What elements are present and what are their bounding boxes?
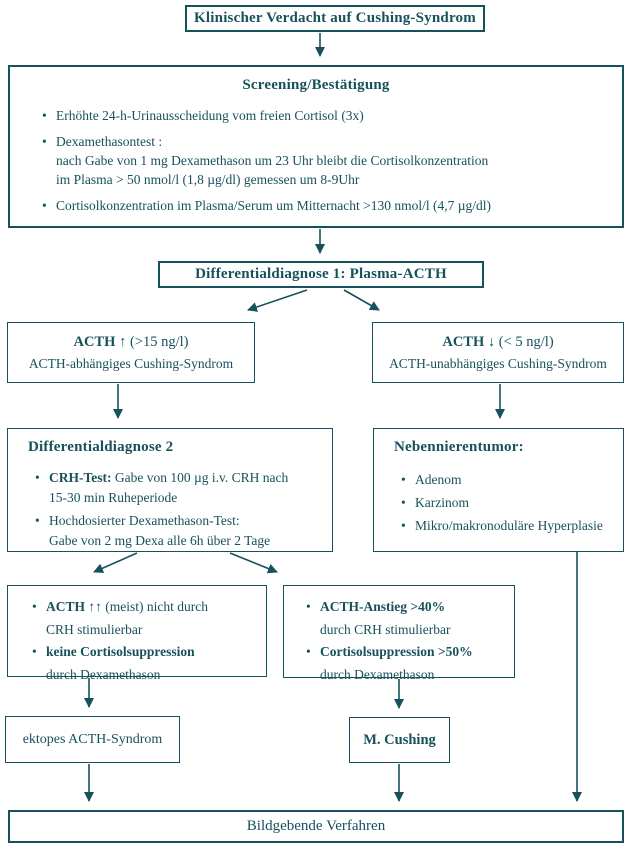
adrenal-tumor-list <box>394 468 619 537</box>
arrow-dd2-to-ectopic-criteria <box>94 553 137 572</box>
ectopic-acth-syndrome-label: ektopes ACTH-Syndrom <box>22 731 163 747</box>
acth-low-line1: ACTH ↓ (< 5 ng/l) <box>442 333 554 350</box>
ectopic-criteria-bullet-1: • ACTH ↑↑ (meist) nicht durch CRH stimulierbar <box>46 596 262 641</box>
acth-high-line2: ACTH-abhängiges Cushing-Syndrom <box>28 355 234 371</box>
box-imaging-procedures <box>8 810 624 843</box>
m-cushing-label: M. Cushing <box>363 731 436 748</box>
box-differential-diagnosis-2 <box>7 428 333 552</box>
box-differential-diagnosis-1 <box>158 261 484 288</box>
adrenal-tumor-title: Nebennierentumor: <box>394 439 524 455</box>
arrow-dd1-to-acth-low <box>344 290 379 310</box>
ectopic-criteria-list <box>46 596 262 686</box>
cushing-criteria-bullet-1: • ACTH-Anstieg >40% durch CRH stimulierbar <box>320 596 510 641</box>
dd2-title: Differentialdiagnose 2 <box>28 439 174 455</box>
screening-bullet-2: • Dexamethasontest : nach Gabe von 1 mg Dexamethason um 23 Uhr bleibt die Cortisolkonzentration im Plasma > 50 nmol/l (1,8 µg/dl) gemessen um 8-9Uhr <box>56 132 622 189</box>
box-ectopic-acth-syndrome <box>5 716 180 763</box>
adrenal-item-hyperplasie: • Mikro/makronoduläre Hyperplasie <box>415 514 619 537</box>
dd1-title: Differentialdiagnose 1: Plasma-ACTH <box>195 266 447 282</box>
box-m-cushing <box>349 717 450 763</box>
adrenal-item-karzinom: • Karzinom <box>415 491 619 514</box>
adrenal-item-adenom: • Adenom <box>415 468 619 491</box>
acth-low-line2: ACTH-unabhängiges Cushing-Syndrom <box>389 355 607 371</box>
dd2-bullet-crh-test: • CRH-Test: Gabe von 100 µg i.v. CRH nach 15-30 min Ruheperiode <box>49 468 326 508</box>
arrow-dd2-to-cushing-criteria <box>230 553 277 572</box>
screening-title: Screening/Bestätigung <box>242 77 390 93</box>
ectopic-criteria-bullet-2: • keine Cortisolsuppression durch Dexamethason <box>46 641 262 686</box>
box-screening <box>8 65 624 228</box>
screening-bullet-1: • Erhöhte 24-h-Urinausscheidung vom freien Cortisol (3x) <box>56 106 622 125</box>
screening-bullet-list <box>10 106 622 215</box>
screening-bullet-3: • Cortisolkonzentration im Plasma/Serum um Mitternacht >130 nmol/l (4,7 µg/dl) <box>56 196 622 215</box>
arrow-dd1-to-acth-high <box>248 290 307 310</box>
box-adrenal-tumor <box>373 428 624 552</box>
imaging-procedures-label: Bildgebende Verfahren <box>246 818 386 834</box>
dd2-bullet-list <box>28 468 326 551</box>
box-acth-low <box>372 322 624 383</box>
acth-high-line1: ACTH ↑ (>15 ng/l) <box>73 333 189 350</box>
cushing-criteria-list <box>320 596 510 686</box>
box-clinical-suspicion <box>185 5 485 32</box>
cushing-criteria-bullet-2: • Cortisolsuppression >50% durch Dexamethason <box>320 641 510 686</box>
box-acth-high <box>7 322 255 383</box>
clinical-suspicion-title: Klinischer Verdacht auf Cushing-Syndrom <box>194 10 476 26</box>
box-ectopic-criteria <box>7 585 267 682</box>
box-cushing-criteria <box>283 585 515 682</box>
dd2-bullet-dexamethason-test: • Hochdosierter Dexamethason-Test: Gabe von 2 mg Dexa alle 6h über 2 Tage <box>49 511 326 551</box>
